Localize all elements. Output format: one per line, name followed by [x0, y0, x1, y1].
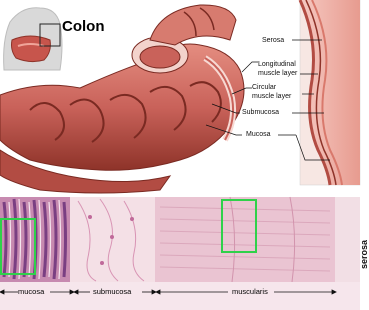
label-mucosa: Mucosa [246, 131, 271, 138]
histology-label-serosa: serosa [359, 240, 369, 270]
muscularis-region [155, 197, 335, 282]
submucosa-region [70, 197, 155, 282]
label-submucosa: Submucosa [242, 109, 279, 116]
histology-micrograph [0, 197, 360, 310]
label-serosa: Serosa [262, 37, 285, 44]
label-longitudinal-muscle-2: muscle layer [258, 70, 298, 77]
label-circular-muscle-1: Circular [252, 84, 277, 91]
serosa-region [335, 197, 360, 282]
wall-cross-section [300, 0, 360, 185]
label-longitudinal-muscle-1: Longitudinal [258, 61, 296, 68]
torso-inset [4, 8, 62, 70]
histology-label-mucosa: mucosa [18, 287, 45, 296]
label-circular-muscle-2: muscle layer [252, 93, 292, 100]
histology-label-muscularis: muscularis [232, 287, 268, 296]
inset-title: Colon [62, 18, 105, 35]
histology-label-submucosa: submucosa [93, 287, 132, 296]
